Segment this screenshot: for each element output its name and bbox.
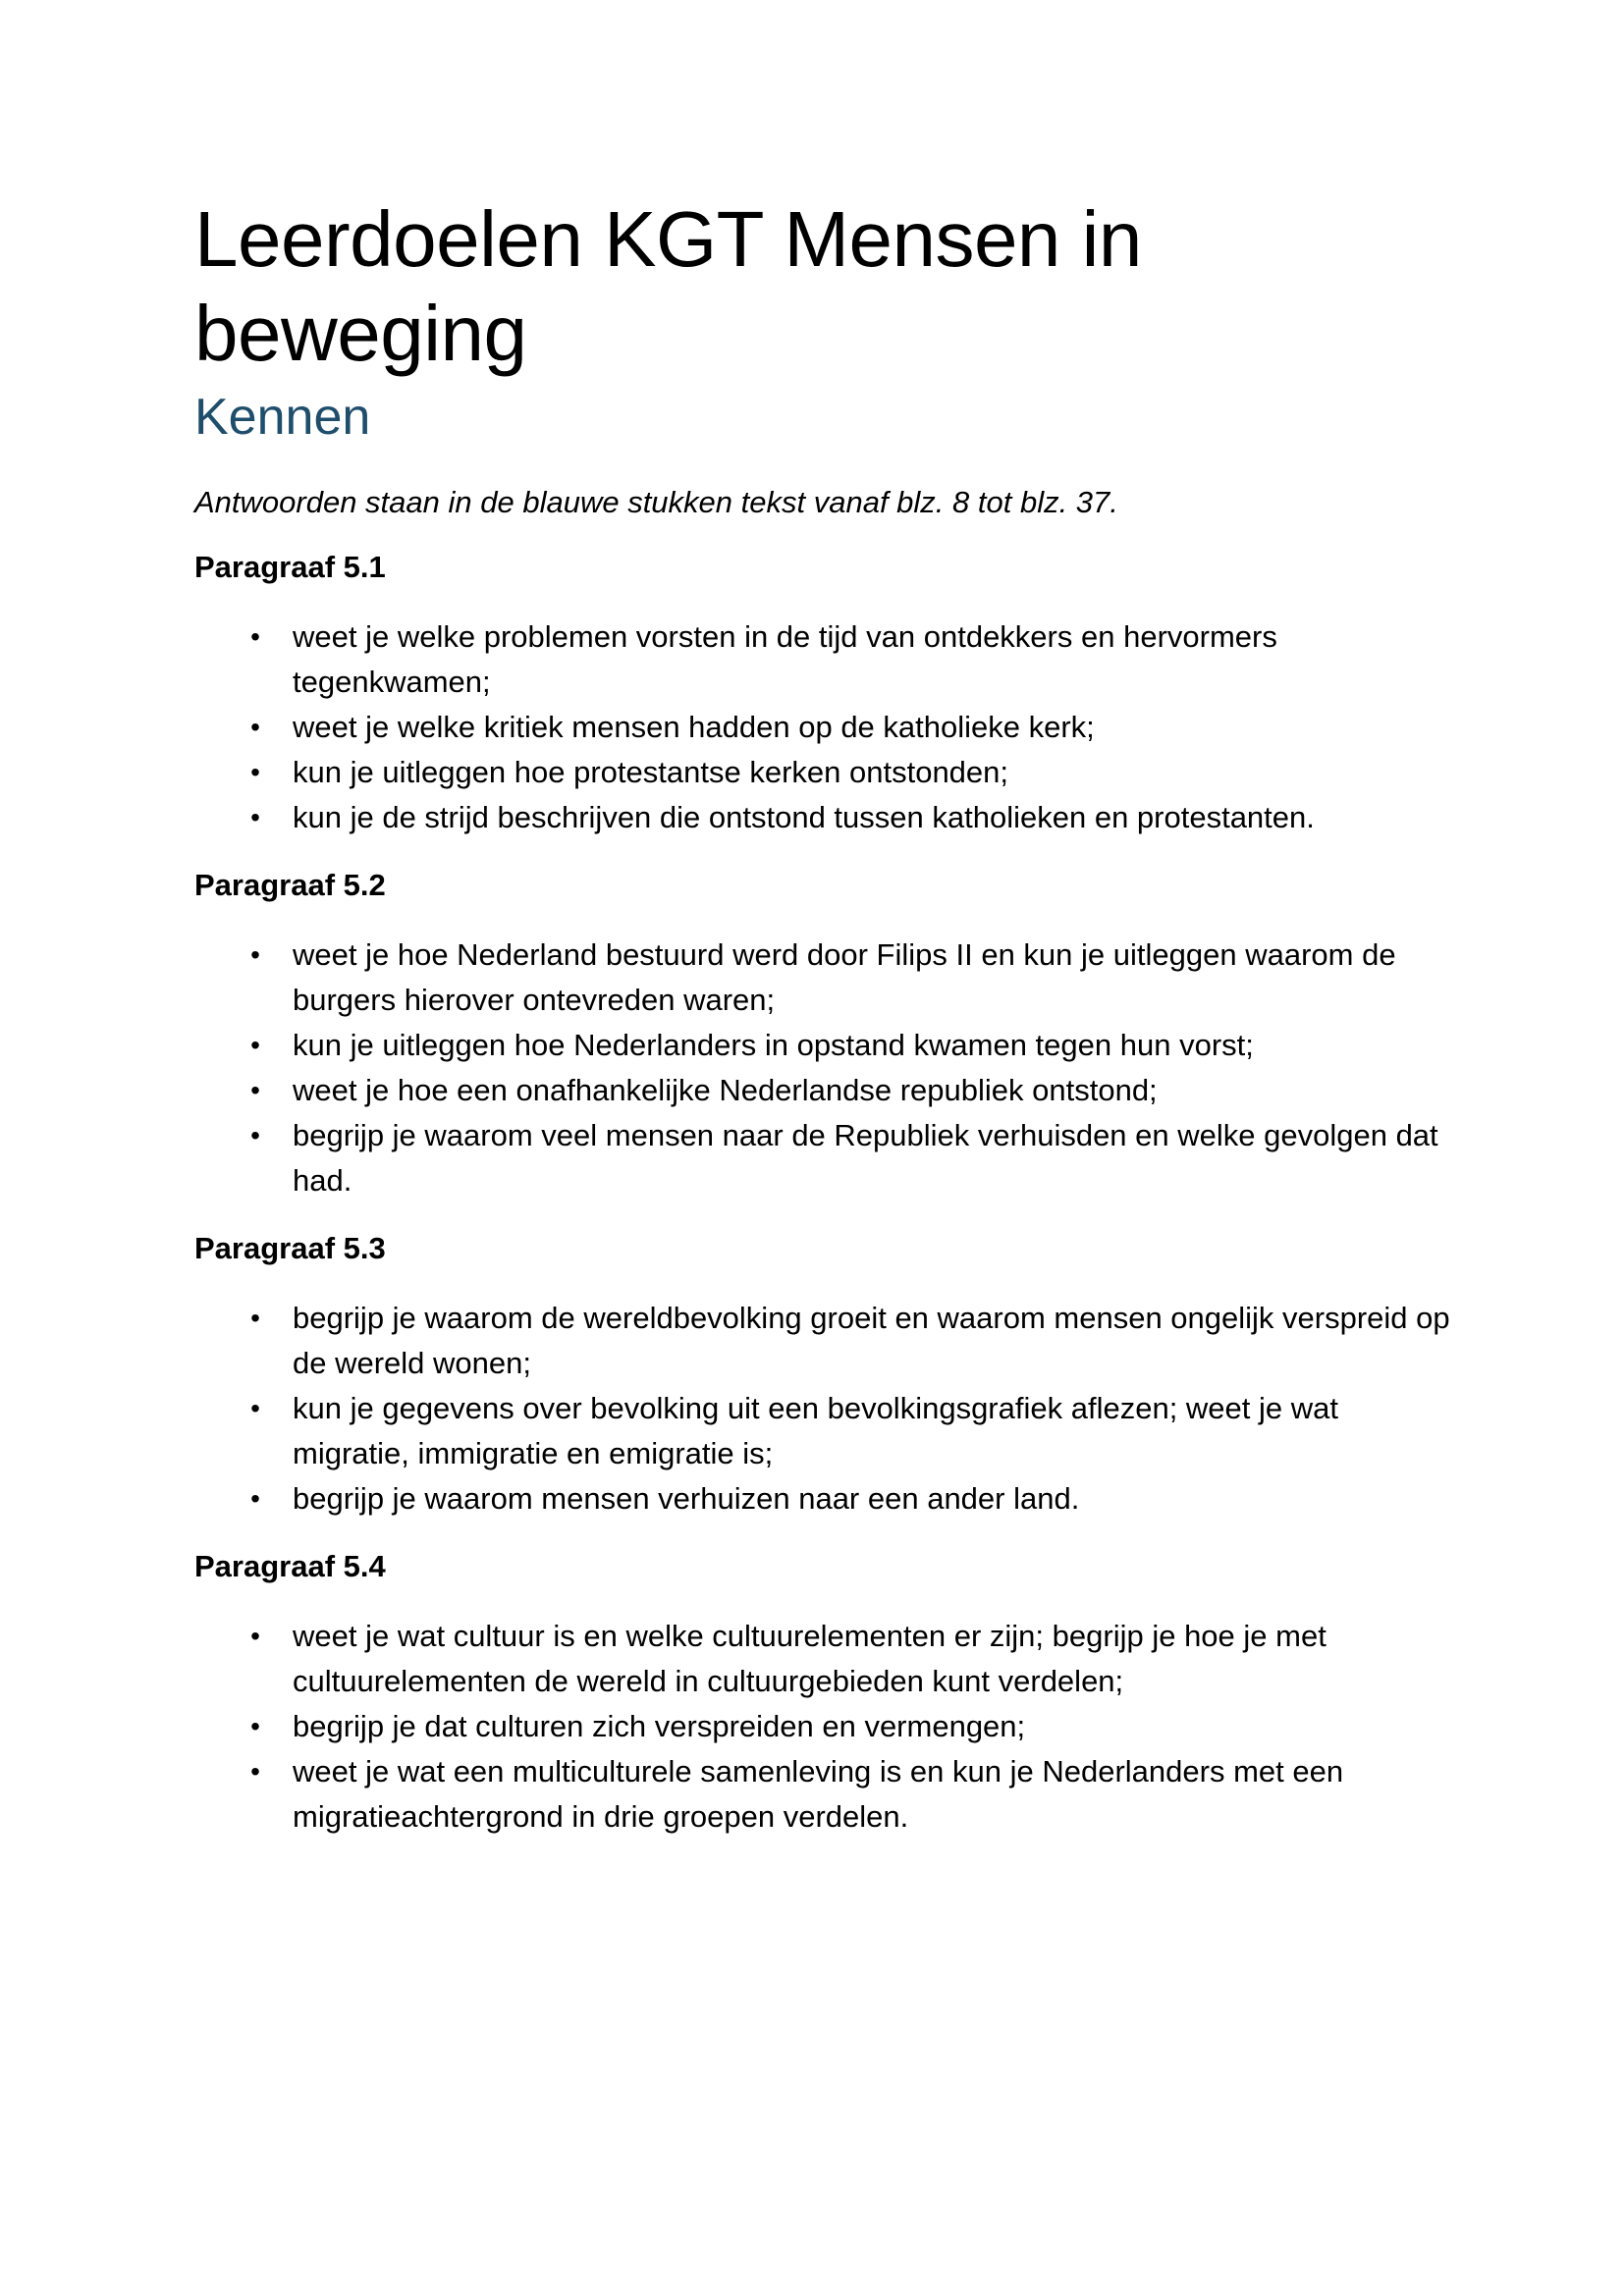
bullet-icon: • [250,1075,260,1105]
list-item-text: begrijp je waarom de wereldbevolking groeit en waarom mensen ongelijk verspreid op de wereld wonen; [293,1301,1450,1380]
bullet-icon: • [250,1621,260,1651]
list-item [194,1749,1451,1840]
section-heading: Paragraaf 5.4 [194,1549,386,1583]
section-paragraaf [194,548,1451,840]
section-paragraaf [194,866,1451,1203]
list-item-text: kun je gegevens over bevolking uit een bevolkingsgrafiek aflezen; weet je wat migratie, immigratie en emigratie is; [293,1391,1338,1470]
list-item [194,933,1451,1023]
bullet-icon: • [250,1120,260,1150]
bullet-icon: • [250,1711,260,1741]
list-item-text: begrijp je waarom veel mensen naar de Republiek verhuisden en welke gevolgen dat had. [293,1118,1438,1198]
list-item [194,1068,1451,1113]
list-item [194,705,1451,750]
section-heading: Paragraaf 5.3 [194,1231,386,1265]
learning-goals-list [194,933,1451,1203]
section-paragraaf [194,1229,1451,1522]
bullet-icon: • [250,1393,260,1423]
list-item-text: weet je wat een multiculturele samenleving is en kun je Nederlanders met een migratieachtergrond in drie groepen verdelen. [293,1754,1344,1834]
bullet-icon: • [250,1483,260,1514]
list-item-text: kun je de strijd beschrijven die ontstond tussen katholieken en protestanten. [293,800,1315,834]
learning-goals-list [194,1296,1451,1522]
section-paragraaf [194,1547,1451,1840]
list-item-text: weet je welke kritiek mensen hadden op de katholieke kerk; [293,710,1095,744]
list-item-text: weet je hoe een onafhankelijke Nederlandse republiek ontstond; [293,1073,1158,1107]
list-item-text: weet je wat cultuur is en welke cultuurelementen er zijn; begrijp je hoe je met cultuurelementen de wereld in cultuurgebieden kunt verdelen; [293,1619,1326,1698]
bullet-icon: • [250,1030,260,1060]
bullet-icon: • [250,1303,260,1333]
list-item [194,614,1451,705]
list-item-text: begrijp je waarom mensen verhuizen naar een ander land. [293,1481,1080,1516]
document-subtitle: Kennen [194,389,371,446]
list-item [194,1386,1451,1476]
list-item-text: begrijp je dat culturen zich verspreiden en vermengen; [293,1709,1026,1743]
bullet-icon: • [250,939,260,970]
list-item-text: weet je hoe Nederland bestuurd werd door Filips II en kun je uitleggen waarom de burgers hierover ontevreden waren; [293,937,1396,1017]
document-title: Leerdoelen KGT Mensen in beweging [194,195,1142,377]
list-item-text: kun je uitleggen hoe protestantse kerken ontstonden; [293,755,1009,789]
section-heading: Paragraaf 5.2 [194,868,386,902]
list-item-text: kun je uitleggen hoe Nederlanders in opstand kwamen tegen hun vorst; [293,1028,1254,1062]
sections-container [194,548,1451,1840]
bullet-icon: • [250,621,260,652]
list-item [194,795,1451,840]
list-item [194,1614,1451,1704]
list-item [194,1023,1451,1068]
list-item [194,1113,1451,1203]
section-heading: Paragraaf 5.1 [194,550,386,584]
learning-goals-list [194,1614,1451,1840]
bullet-icon: • [250,802,260,832]
list-item-text: weet je welke problemen vorsten in de tijd van ontdekkers en hervormers tegenkwamen; [293,619,1277,699]
list-item [194,1296,1451,1386]
document-page [194,192,1451,1840]
learning-goals-list [194,614,1451,840]
list-item [194,1704,1451,1749]
bullet-icon: • [250,757,260,787]
bullet-icon: • [250,1756,260,1787]
bullet-icon: • [250,712,260,742]
list-item [194,1476,1451,1522]
list-item [194,750,1451,795]
intro-text: Antwoorden staan in de blauwe stukken tekst vanaf blz. 8 tot blz. 37. [194,485,1118,519]
